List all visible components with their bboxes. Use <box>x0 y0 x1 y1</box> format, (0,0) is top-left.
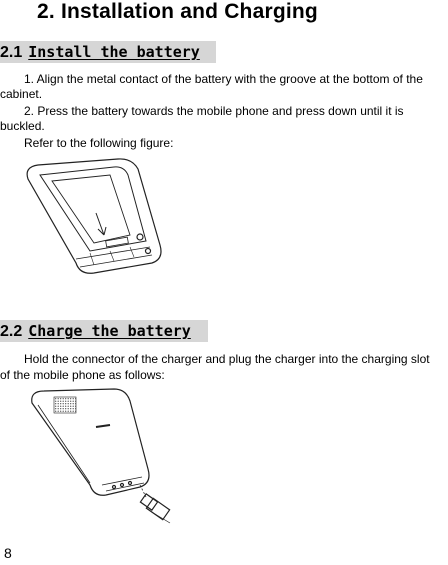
charger-plug-figure <box>22 385 182 525</box>
section-number: 2.2 <box>0 323 23 340</box>
section-title: Install the battery <box>28 43 200 61</box>
section-heading-charge-battery <box>0 320 208 342</box>
figure-reference: Refer to the following figure: <box>24 136 174 150</box>
step-2-line-2: buckled. <box>0 119 45 133</box>
step-2-line-1: 2. Press the battery towards the mobile phone and press down until it is <box>24 104 404 118</box>
step-1-line-2: cabinet. <box>0 87 43 101</box>
battery-install-figure <box>10 155 170 280</box>
step-1-line-1: 1. Align the metal contact of the battery with the groove at the bottom of the <box>24 72 423 86</box>
charge-text-line-1: Hold the connector of the charger and plug the charger into the charging slot <box>24 352 430 366</box>
section-title: Charge the battery <box>28 322 191 340</box>
section-heading-install-battery <box>0 41 216 63</box>
section-number: 2.1 <box>0 44 23 61</box>
page-number: 8 <box>4 545 12 561</box>
charge-text-line-2: of the mobile phone as follows: <box>0 368 165 382</box>
chapter-heading: 2. Installation and Charging <box>37 0 318 23</box>
